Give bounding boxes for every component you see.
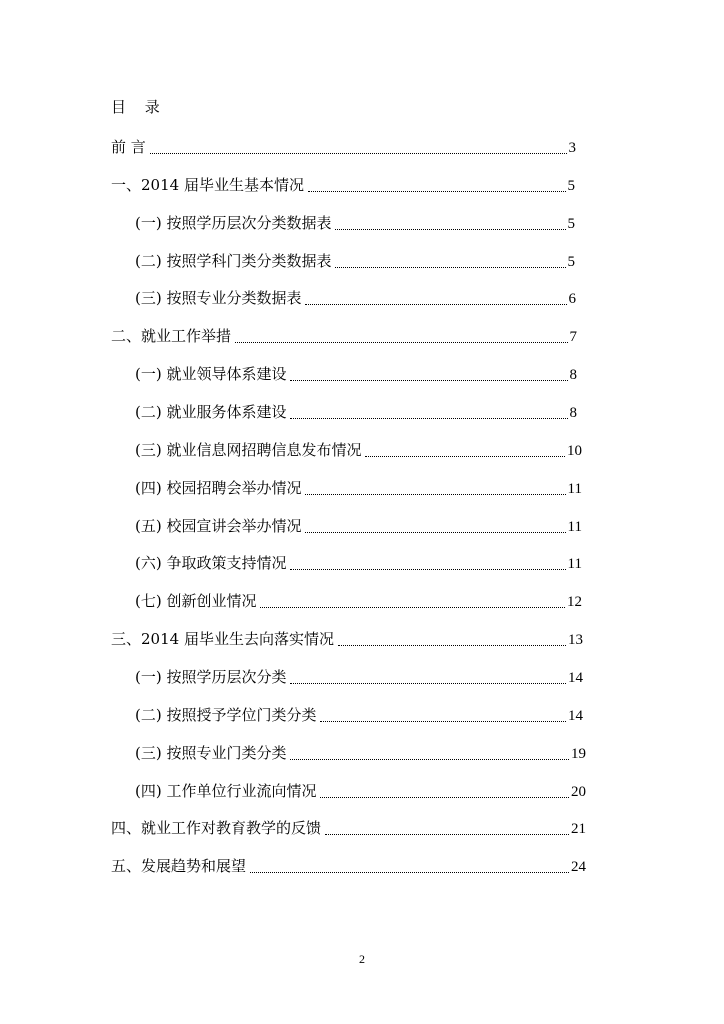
toc-leader-dots bbox=[305, 531, 565, 533]
toc-leader-dots bbox=[290, 417, 567, 419]
toc-entry-label: 前 言 bbox=[111, 138, 146, 156]
toc-title: 目 录 bbox=[111, 98, 167, 116]
toc-leader-dots bbox=[290, 568, 565, 570]
toc-leader-dots bbox=[335, 266, 565, 268]
toc-entry[interactable] bbox=[135, 477, 582, 499]
toc-entry-label: (一) 按照学历层次分类 bbox=[135, 668, 287, 686]
toc-entry-page: 5 bbox=[567, 254, 575, 270]
toc-leader-dots bbox=[305, 303, 566, 305]
toc-entry-page: 7 bbox=[569, 329, 577, 345]
toc-entry-label: (三) 按照专业门类分类 bbox=[135, 744, 287, 762]
toc-leader-dots bbox=[338, 644, 566, 646]
toc-entry-page: 13 bbox=[568, 632, 583, 648]
toc-entry-page: 11 bbox=[567, 519, 582, 535]
toc-entry[interactable] bbox=[111, 817, 586, 839]
toc-entry-page: 21 bbox=[571, 821, 586, 837]
toc-entry-label: 一、2014 届毕业生基本情况 bbox=[111, 176, 304, 194]
toc-entry-label: (二) 就业服务体系建设 bbox=[135, 403, 287, 421]
toc-entry[interactable] bbox=[135, 287, 576, 309]
toc-leader-dots bbox=[290, 758, 569, 760]
toc-entry[interactable] bbox=[111, 628, 583, 650]
toc-entry[interactable] bbox=[135, 250, 575, 272]
toc-leader-dots bbox=[325, 833, 569, 835]
toc-entry-label: (七) 创新创业情况 bbox=[135, 592, 257, 610]
toc-leader-dots bbox=[320, 796, 569, 798]
toc-entry[interactable] bbox=[135, 401, 577, 423]
toc-entry-page: 14 bbox=[568, 670, 583, 686]
toc-leader-dots bbox=[290, 682, 566, 684]
toc-entry[interactable] bbox=[135, 363, 577, 385]
toc-entry[interactable] bbox=[135, 590, 582, 612]
toc-entry-page: 3 bbox=[568, 140, 576, 156]
toc-entry[interactable] bbox=[135, 515, 582, 537]
toc-entry-label: (一) 按照学历层次分类数据表 bbox=[135, 214, 332, 232]
toc-entry-label: 四、就业工作对教育教学的反馈 bbox=[111, 819, 322, 837]
toc-leader-dots bbox=[150, 152, 567, 154]
toc-leader-dots bbox=[320, 720, 566, 722]
toc-entry-page: 14 bbox=[568, 708, 583, 724]
toc-entry[interactable] bbox=[135, 704, 583, 726]
toc-entry[interactable] bbox=[111, 174, 575, 196]
toc-leader-dots bbox=[235, 341, 567, 343]
toc-entry-page: 19 bbox=[571, 746, 586, 762]
toc-entry-page: 8 bbox=[569, 405, 577, 421]
toc-entry[interactable] bbox=[135, 439, 582, 461]
toc-leader-dots bbox=[365, 455, 565, 457]
toc-entry-page: 5 bbox=[567, 216, 575, 232]
toc-leader-dots bbox=[250, 871, 569, 873]
toc-leader-dots bbox=[260, 606, 565, 608]
toc-entry[interactable] bbox=[111, 325, 577, 347]
toc-leader-dots bbox=[308, 190, 566, 192]
toc-entry-label: (六) 争取政策支持情况 bbox=[135, 554, 287, 572]
toc-entry-page: 10 bbox=[567, 443, 582, 459]
toc-entry[interactable] bbox=[111, 855, 586, 877]
toc-entry-page: 12 bbox=[567, 594, 582, 610]
toc-leader-dots bbox=[335, 228, 565, 230]
toc-entry-page: 8 bbox=[569, 367, 577, 383]
toc-entry-page: 20 bbox=[571, 784, 586, 800]
toc-entry-label: (一) 就业领导体系建设 bbox=[135, 365, 287, 383]
toc-entry-page: 6 bbox=[568, 291, 576, 307]
toc-entry-page: 24 bbox=[571, 859, 586, 875]
toc-entry[interactable] bbox=[111, 136, 576, 158]
toc-leader-dots bbox=[290, 379, 567, 381]
toc-entry-label: (四) 校园招聘会举办情况 bbox=[135, 479, 302, 497]
toc-entry-label: 三、2014 届毕业生去向落实情况 bbox=[111, 630, 334, 648]
toc-entry-page: 11 bbox=[567, 481, 582, 497]
toc-entry[interactable] bbox=[135, 742, 586, 764]
toc-entry-label: (三) 就业信息网招聘信息发布情况 bbox=[135, 441, 362, 459]
toc-entry-label: (二) 按照学科门类分类数据表 bbox=[135, 252, 332, 270]
toc-entry[interactable] bbox=[135, 666, 583, 688]
toc-leader-dots bbox=[305, 493, 565, 495]
toc-entry-page: 11 bbox=[567, 556, 582, 572]
toc-entry-label: (四) 工作单位行业流向情况 bbox=[135, 782, 317, 800]
toc-entry-label: (五) 校园宣讲会举办情况 bbox=[135, 517, 302, 535]
toc-entry-page: 5 bbox=[567, 178, 575, 194]
toc-entry[interactable] bbox=[135, 552, 582, 574]
toc-entry-label: (二) 按照授予学位门类分类 bbox=[135, 706, 317, 724]
toc-entry[interactable] bbox=[135, 212, 575, 234]
toc-entry-label: 五、发展趋势和展望 bbox=[111, 857, 247, 875]
toc-entry-label: 二、就业工作举措 bbox=[111, 327, 232, 345]
page-number: 2 bbox=[359, 952, 365, 966]
toc-entry-label: (三) 按照专业分类数据表 bbox=[135, 289, 302, 307]
toc-entry[interactable] bbox=[135, 780, 586, 802]
